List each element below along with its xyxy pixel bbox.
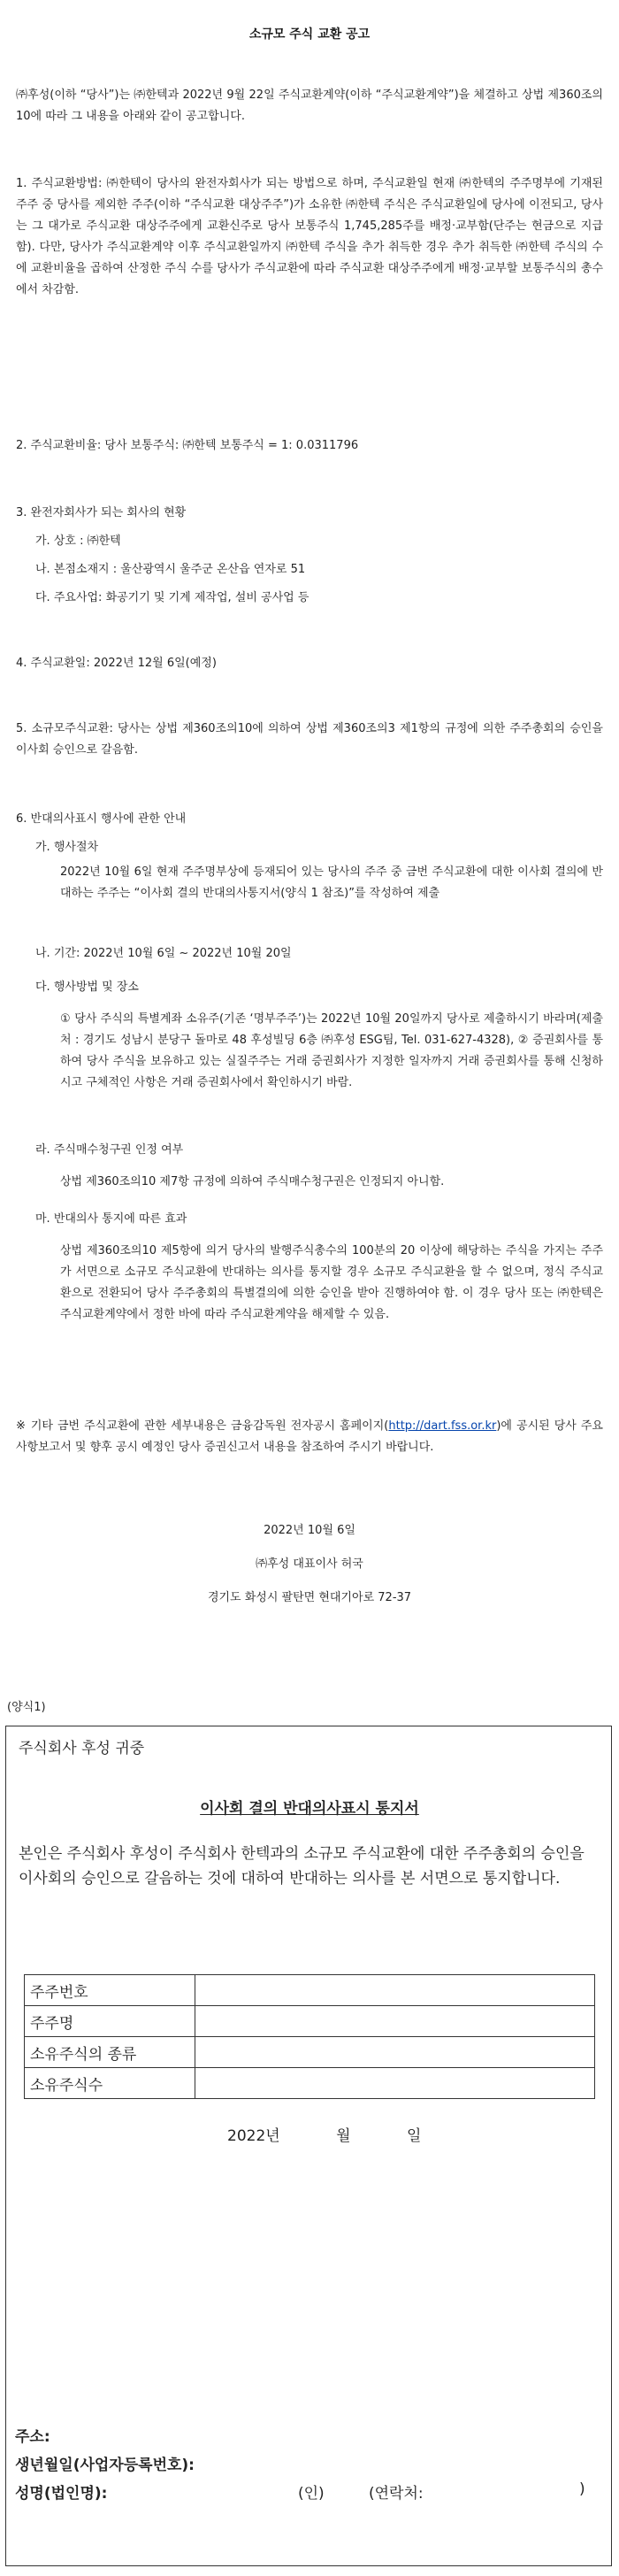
form-tag: (양식1): [7, 1701, 46, 1714]
share-type-field[interactable]: [195, 2037, 595, 2068]
section-3-heading: 3. 완전자회사가 되는 회사의 현황: [16, 506, 187, 519]
form-birthdate-label: 생년월일(사업자등록번호):: [15, 2457, 195, 2474]
form-name-label: 성명(법인명):: [15, 2485, 108, 2503]
signoff-date: 2022년 10월 6일: [264, 1524, 355, 1537]
row-label: 소유주식의 종류: [25, 2037, 195, 2068]
share-count-field[interactable]: [195, 2068, 595, 2099]
section-6-heading: 6. 반대의사표시 행사에 관한 안내: [16, 812, 187, 826]
footnote: [16, 1416, 603, 1458]
form-seal-mark: (인): [298, 2485, 325, 2503]
form-address-label: 주소:: [15, 2428, 50, 2446]
form-contact-close: ): [579, 2480, 585, 2498]
signoff-address: 경기도 화성시 팔탄면 현대기아로 72-37: [207, 1591, 412, 1604]
section-6-effect-body: 상법 제360조의10 제5항에 의거 당사의 발행주식총수의 100분의 20 이상에 해당하는 주식을 가지는 주주가 서면으로 소규모 주식교환에 반대하는 의사를 통지할 경우 소규모 주식교환을 할 수 없으며, 정식 주식교환으로 전환되어 당사 주주총회의 특별결의에 의한 승인을 받아 진행하여야 함. 이 경우 당사 또는 ㈜한텍은 주식교환계약에서 정한 바에 따라 주식교환계약을 해제할 수 있음.: [60, 1244, 603, 1321]
form-recipient: 주식회사 후성 귀중: [19, 1740, 145, 1757]
form-contact-label: (연락처:: [369, 2485, 424, 2503]
footnote-text-post: )에 공시된 당사 주요사항보고서 및 향후 공시 예정인 당사 증권신고서 내용을 참조하여 주시기 바랍니다.: [16, 1419, 603, 1454]
table-row: [25, 2068, 595, 2099]
section-6-procedure-body: 2022년 10월 6일 현재 주주명부상에 등재되어 있는 당사의 주주 중 금번 주식교환에 대한 이사회 결의에 반대하는 주주는 “이사회 결의 반대의사통지서(양식 1 참조)”를 작성하여 제출: [60, 865, 603, 900]
shareholder-name-field[interactable]: [195, 2006, 595, 2037]
notice-title: 소규모 주식 교환 공고: [248, 27, 371, 42]
section-6-method-heading: 다. 행사방법 및 장소: [35, 980, 139, 994]
section-3-company-name: 가. 상호 : ㈜한텍: [35, 534, 121, 548]
form-date-day: 일: [406, 2127, 422, 2145]
footnote-text-pre: ※ 기타 금번 주식교환에 관한 세부내용은 금융감독원 전자공시 홈페이지(: [16, 1419, 389, 1433]
section-1-exchange-method: 1. 주식교환방법: ㈜한텍이 당사의 완전자회사가 되는 방법으로 하며, 주식교환일 현재 ㈜한텍의 주주명부에 기재된 주주 중 당사를 제외한 주주(이하 “주식교환 대상주주”)가 소유한 ㈜한텍 주식은 주식교환일에 당사에 이전되고, 당사는 그 대가로 주식교환 대상주주에게 교환신주로 당사 보통주식 1,745,285주를 배정·교부함(단주는 현금으로 지급함). 다만, 당사가 주식교환계약 이후 주식교환일까지 ㈜한텍 주식을 추가 취득한 경우 추가 취득한 ㈜한텍 주식의 수에 교환비율을 곱하여 산정한 주식 수를 당사가 주식교환에 따라 주식교환 대상주주에게 배정·교부할 보통주식의 총수에서 차감함.: [16, 177, 603, 296]
section-2-exchange-ratio: 2. 주식교환비율: 당사 보통주식: ㈜한텍 보통주식 = 1: 0.0311796: [16, 439, 359, 452]
signoff-company: ㈜후성 대표이사 허국: [256, 1557, 363, 1571]
section-5-small-exchange: 5. 소규모주식교환: 당사는 상법 제360조의10에 의하여 상법 제360조의3 제1항의 규정에 의한 주주총회의 승인을 이사회 승인으로 갈음함.: [16, 722, 603, 757]
row-label: 주주명: [25, 2006, 195, 2037]
shareholder-number-field[interactable]: [195, 1975, 595, 2006]
intro-paragraph: ㈜후성(이하 “당사”)는 ㈜한텍과 2022년 9월 22일 주식교환계약(이하 “주식교환계약”)을 체결하고 상법 제360조의 10에 따라 그 내용을 아래와 같이 공고합니다.: [16, 88, 603, 123]
form-title: 이사회 결의 반대의사표시 통지서: [200, 1800, 419, 1818]
row-label: 소유주식수: [25, 2068, 195, 2099]
section-6-method-body: ① 당사 주식의 특별계좌 소유주(기존 ‘명부주주’)는 2022년 10월 20일까지 당사로 제출하시기 바라며(제출처 : 경기도 성남시 분당구 돌마로 48 후성빌딩 6층 ㈜후성 ESG팀, Tel. 031-627-4328), ② 증권회사를 통하여 당사 주식을 보유하고 있는 실질주주는 거래 증권회사가 지정한 일자까지 거래 증권회사를 통해 신청하시고 구체적인 사항은 거래 증권회사에서 확인하시기 바람.: [60, 1012, 603, 1089]
table-row: [25, 1975, 595, 2006]
form-date-year: 2022년: [227, 2127, 280, 2145]
table-row: [25, 2006, 595, 2037]
dart-link[interactable]: http://dart.fss.or.kr: [388, 1419, 497, 1433]
section-4-exchange-date: 4. 주식교환일: 2022년 12월 6일(예정): [16, 657, 217, 670]
section-6-appraisal-body: 상법 제360조의10 제7항 규정에 의하여 주식매수청구권은 인정되지 아니함.: [60, 1175, 445, 1188]
form-date: [227, 2123, 456, 2145]
section-6-appraisal-heading: 라. 주식매수청구권 인정 여부: [35, 1143, 184, 1157]
shareholder-info-table: [24, 1974, 595, 2099]
section-3-main-business: 다. 주요사업: 화공기기 및 기계 제작업, 설비 공사업 등: [35, 591, 310, 604]
table-row: [25, 2037, 595, 2068]
row-label: 주주번호: [25, 1975, 195, 2006]
form-body: 본인은 주식회사 후성이 주식회사 한텍과의 소규모 주식교환에 대한 주주총회의 승인을 이사회의 승인으로 갈음하는 것에 대하여 반대하는 의사를 본 서면으로 통지합니다.: [19, 1845, 585, 1888]
section-6-procedure-heading: 가. 행사절차: [35, 841, 99, 854]
section-6-effect-heading: 마. 반대의사 통지에 따른 효과: [35, 1212, 187, 1226]
form-date-month: 월: [336, 2127, 351, 2145]
objection-form: [5, 1726, 612, 2566]
section-6-period: 나. 기간: 2022년 10월 6일 ~ 2022년 10월 20일: [35, 947, 292, 960]
section-3-head-office: 나. 본점소재지 : 울산광역시 울주군 온산읍 연자로 51: [35, 563, 306, 576]
